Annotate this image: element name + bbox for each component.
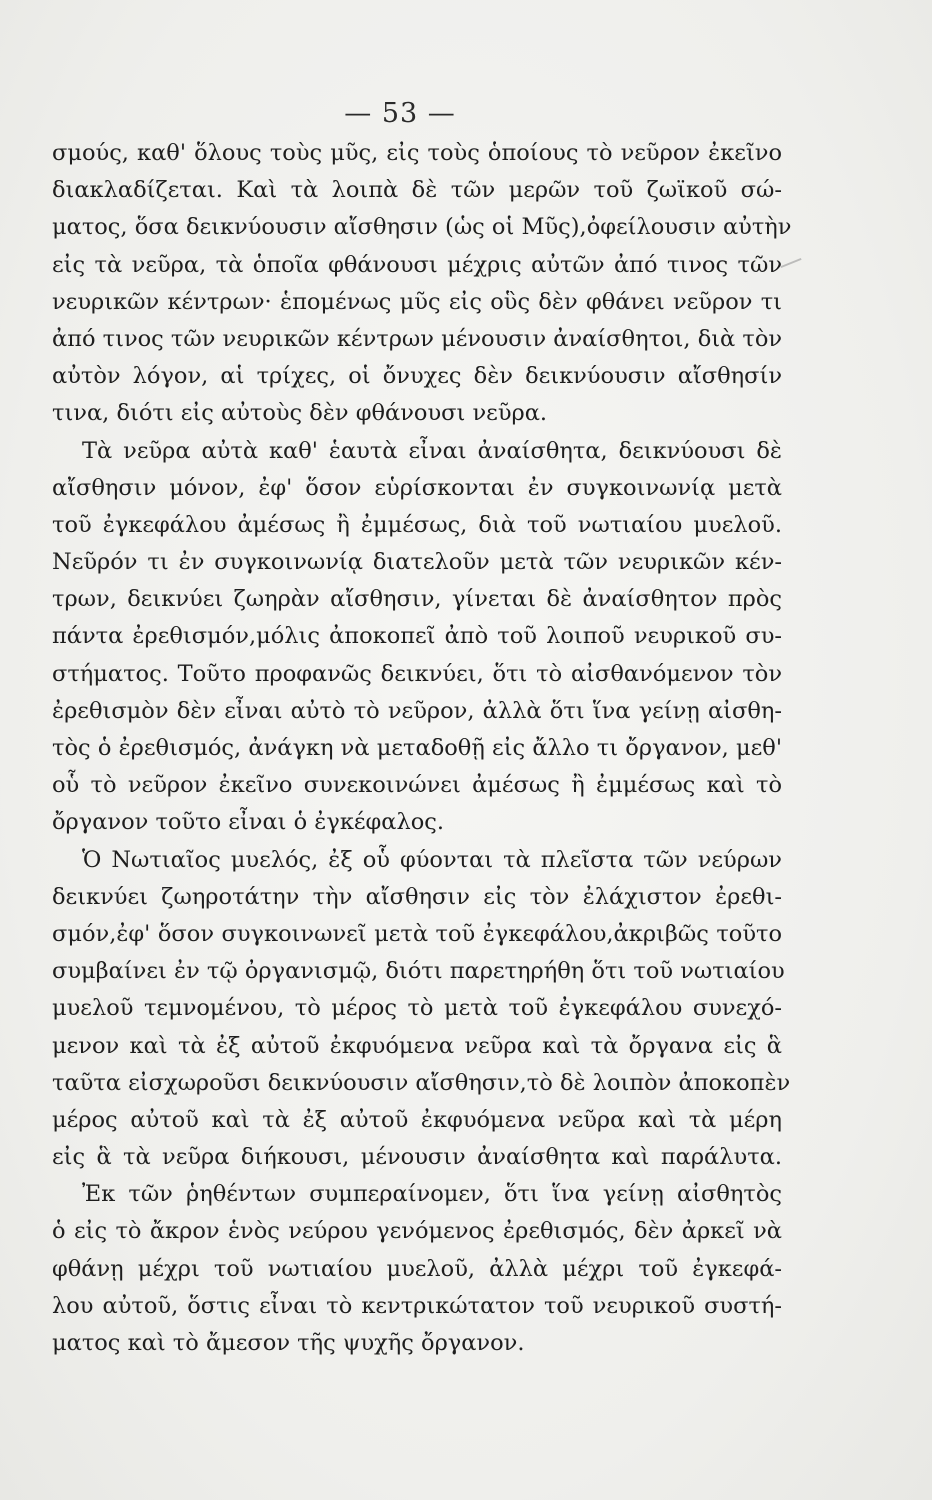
text-line: στήματος. Τοῦτο προφανῶς δεικνύει, ὅτι τὸ αἰσθανόμενον τὸν [52, 660, 782, 687]
text-line: ὄργανον τοῦτο εἶναι ὁ ἐγκέφαλος. [52, 809, 445, 836]
text-line: αἴσθησιν μόνον, ἐφ' ὅσον εὑρίσκονται ἐν συγκοινωνίᾳ μετὰ [52, 474, 782, 501]
text-line: τὸς ὁ ἐρεθισμός, ἀνάγκη νὰ μεταδοθῇ εἰς ἄλλο τι ὄργανον, μεθ' [52, 735, 782, 761]
text-line: Νεῦρόν τι ἐν συγκοινωνίᾳ διατελοῦν μετὰ τῶν νευρικῶν κέν- [52, 549, 782, 576]
text-line: συμβαίνει ἐν τῷ ὀργανισμῷ, διότι παρετηρήθη ὅτι τοῦ νωτιαίου [52, 958, 785, 985]
text-line: μυελοῦ τεμνομένου, τὸ μέρος τὸ μετὰ τοῦ ἐγκεφάλου συνεχό- [52, 995, 782, 1022]
text-line: μενον καὶ τὰ ἐξ αὐτοῦ ἐκφυόμενα νεῦρα καὶ τὰ ὄργανα εἰς ἃ [52, 1032, 782, 1059]
text-line: οὗ τὸ νεῦρον ἐκεῖνο συνεκοινώνει ἀμέσως ἢ ἐμμέσως καὶ τὸ [52, 772, 782, 799]
text-line: ἐρεθισμὸν δὲν εἶναι αὐτὸ τὸ νεῦρον, ἀλλὰ ὅτι ἵνα γείνῃ αἰσθη- [52, 697, 782, 724]
text-line: Ἐκ τῶν ῥηθέντων συμπεραίνομεν, ὅτι ἵνα γείνῃ αἰσθητὸς [82, 1181, 782, 1208]
text-line: ὁ εἰς τὸ ἄκρον ἑνὸς νεύρου γενόμενος ἐρεθισμός, δὲν ἀρκεῖ νὰ [52, 1218, 782, 1245]
text-line: νευρικῶν κέντρων· ἑπομένως μῦς εἰς οὓς δὲν φθάνει νεῦρον τι [52, 288, 782, 315]
text-line: λου αὐτοῦ, ὅστις εἶναι τὸ κεντρικώτατον τοῦ νευρικοῦ συστή- [52, 1292, 782, 1319]
text-line: τοῦ ἐγκεφάλου ἀμέσως ἢ ἐμμέσως, διὰ τοῦ νωτιαίου μυελοῦ. [52, 511, 782, 538]
margin-mark [780, 258, 801, 268]
text-line: εἰς ἃ τὰ νεῦρα διήκουσι, μένουσιν ἀναίσθητα καὶ παράλυτα. [52, 1144, 782, 1171]
text-line: πάντα ἐρεθισμόν,μόλις ἀποκοπεῖ ἀπὸ τοῦ λοιποῦ νευρικοῦ συ- [52, 623, 782, 650]
text-line: σμόν,ἐφ' ὅσον συγκοινωνεῖ μετὰ τοῦ ἐγκεφάλου,ἀκριβῶς τοῦτο [52, 920, 782, 947]
text-line: τινα, διότι εἰς αὐτοὺς δὲν φθάνουσι νεῦρα. [52, 400, 548, 427]
text-line: ἀπό τινος τῶν νευρικῶν κέντρων μένουσιν ἀναίσθητοι, διὰ τὸν [52, 325, 783, 352]
text-line: ματος καὶ τὸ ἄμεσον τῆς ψυχῆς ὄργανον. [52, 1330, 525, 1356]
text-line: δεικνύει ζωηροτάτην τὴν αἴσθησιν εἰς τὸν ἐλάχιστον ἐρεθι- [52, 883, 782, 910]
page-number: — 53 — [344, 98, 456, 129]
text-line: αὐτὸν λόγον, αἱ τρίχες, οἱ ὄνυχες δὲν δεικνύουσιν αἴσθησίν [52, 363, 782, 390]
text-line: τρων, δεικνύει ζωηρὰν αἴσθησιν, γίνεται δὲ ἀναίσθητον πρὸς [52, 586, 782, 613]
text-line: διακλαδίζεται. Καὶ τὰ λοιπὰ δὲ τῶν μερῶν τοῦ ζωϊκοῦ σώ- [52, 177, 782, 204]
text-line: μέρος αὐτοῦ καὶ τὰ ἐξ αὐτοῦ ἐκφυόμενα νεῦρα καὶ τὰ μέρη [52, 1106, 782, 1133]
text-line: σμούς, καθ' ὅλους τοὺς μῦς, εἰς τοὺς ὁποίους τὸ νεῦρον ἐκεῖνο [52, 140, 782, 166]
text-line: Ὁ Νωτιαῖος μυελός, ἐξ οὗ φύονται τὰ πλεῖστα τῶν νεύρων [82, 846, 782, 873]
text-line: ματος, ὅσα δεικνύουσιν αἴσθησιν (ὡς οἱ Μῦς),ὀφείλουσιν αὐτὴν [52, 214, 792, 241]
text-line: ταῦτα εἰσχωροῦσι δεικνύουσιν αἴσθησιν,τὸ δὲ λοιπὸν ἀποκοπὲν [52, 1069, 791, 1096]
text-line: Τὰ νεῦρα αὐτὰ καθ' ἑαυτὰ εἶναι ἀναίσθητα, δεικνύουσι δὲ [82, 437, 782, 464]
text-line: εἰς τὰ νεῦρα, τὰ ὁποῖα φθάνουσι μέχρις αὐτῶν ἀπό τινος τῶν [52, 251, 782, 278]
text-line: φθάνῃ μέχρι τοῦ νωτιαίου μυελοῦ, ἀλλὰ μέχρι τοῦ ἐγκεφά- [52, 1255, 782, 1282]
body-text [52, 135, 792, 1362]
